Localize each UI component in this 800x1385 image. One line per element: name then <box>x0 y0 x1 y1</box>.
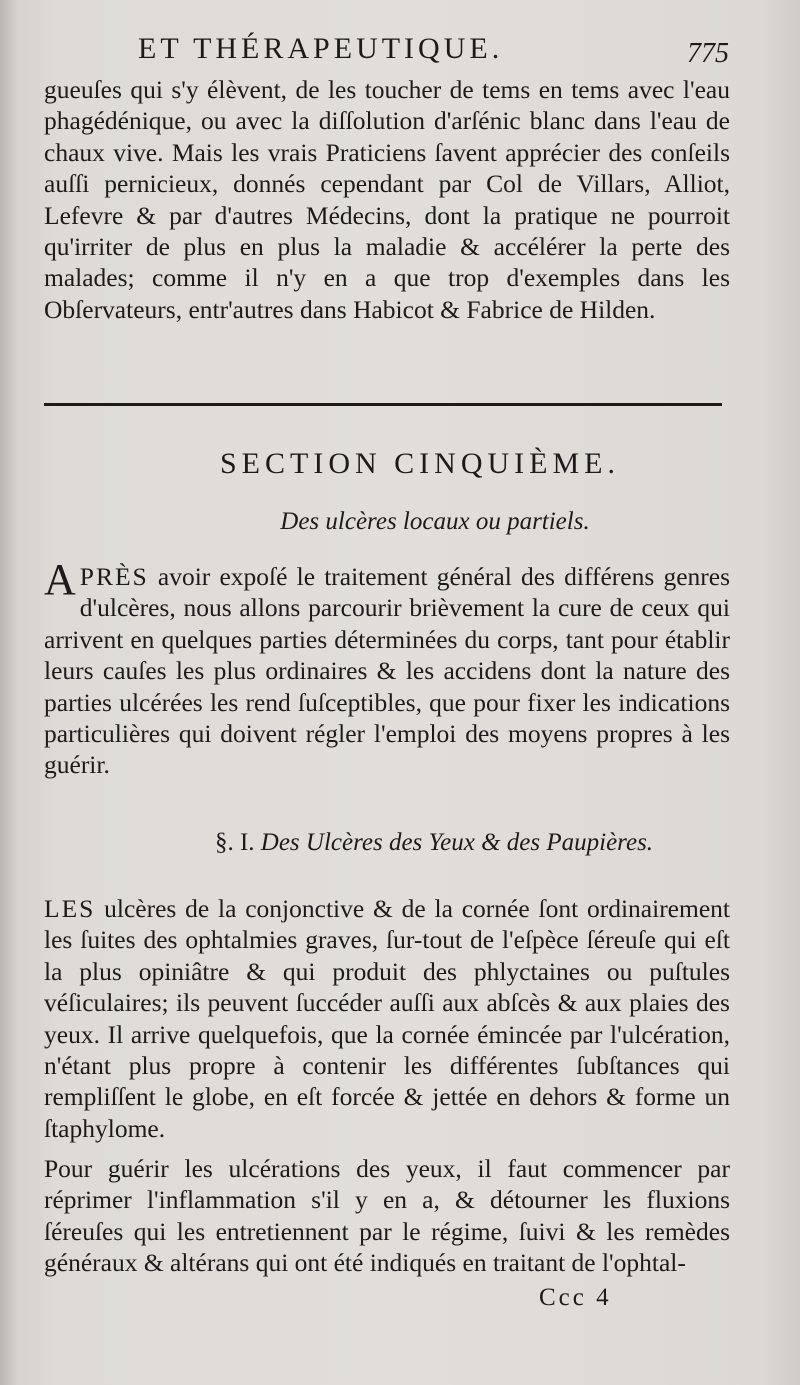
running-title: ET THÉRAPEUTIQUE. <box>138 32 504 65</box>
page-header <box>0 30 800 74</box>
intro-paragraph-text <box>44 555 730 781</box>
continued-paragraph-text: gueuſes qui s'y élèvent, de les toucher de tems en tems avec l'eau phagédénique, ou avec la diſſolution d'arſénic blanc dans l'eau de chaux vive. Mais les vrais Praticiens ſavent apprécier des conſeils auſſi pernicieux, donnés cependant par Col de Villars, Alliot, Lefevre & par d'autres Médecins, dont la pratique ne pourroit qu'irriter de plus en plus la maladie & accélérer la perte des malades; comme il n'y en a que trop d'exemples dans les Obſervateurs, entr'autres dans Habicot & Fabrice de Hilden. <box>44 75 730 324</box>
signature-mark: Ccc 4 <box>539 1284 612 1311</box>
eyes-paragraph <box>44 893 730 1144</box>
intro-body: avoir expoſé le traitement général des différens genres d'ulcères, nous allons parcourir brièvement la cure de ceux qui arrivent en quelques parties déterminées du corps, tant pour établir leurs cauſes les plus ordinaires & les accidens dont la nature des parties ulcérées les rend ſuſceptibles, que pour fixer les indications particulières qui doivent régler l'emploi des moyens propres à les guérir. <box>44 562 730 780</box>
page-number: 775 <box>687 38 729 69</box>
eyes-body: ulcères de la conjonctive & de la cornée ſont ordinairement les ſuites des ophtalmies graves, ſur-tout de l'eſpèce ſéreuſe qui eſt la plus opiniâtre & qui produit des phlyctaines ou puſtules véſiculaires; ils peuvent ſuccéder auſſi aux abſcès & aux plaies des yeux. Il arrive quelquefois, que la cornée émincée par l'ulcération, n'étant plus propre à contenir les différentes ſubſtances qui rempliſſent le globe, en eſt forcée & jettée en dehors & forme un ſtaphylome. <box>44 894 730 1143</box>
cure-paragraph-text: Pour guérir les ulcérations des yeux, il faut commencer par réprimer l'inflammation s'il y en a, & détourner les fluxions ſéreuſes qui les entretiennent par le régime, ſuivi & les remèdes généraux & altérans qui ont été indiqués en traitant de l'ophtal- <box>44 1154 730 1278</box>
intro-paragraph <box>44 555 730 781</box>
cure-paragraph <box>44 1153 730 1279</box>
article-heading <box>0 829 800 857</box>
section-title: SECTION CINQUIÈME. <box>220 447 620 480</box>
article-title: Des Ulcères des Yeux & des Paupières. <box>260 829 654 856</box>
eyes-lead: LES <box>44 894 96 923</box>
eyes-paragraph-text <box>44 893 730 1144</box>
section-subtitle: Des ulcères locaux ou partiels. <box>280 508 590 535</box>
section-divider-rule <box>44 403 722 406</box>
continued-paragraph <box>44 74 730 325</box>
intro-smallcaps: PRÈS <box>79 562 149 591</box>
drop-cap: A <box>44 555 76 604</box>
article-number: §. I. <box>214 829 255 856</box>
